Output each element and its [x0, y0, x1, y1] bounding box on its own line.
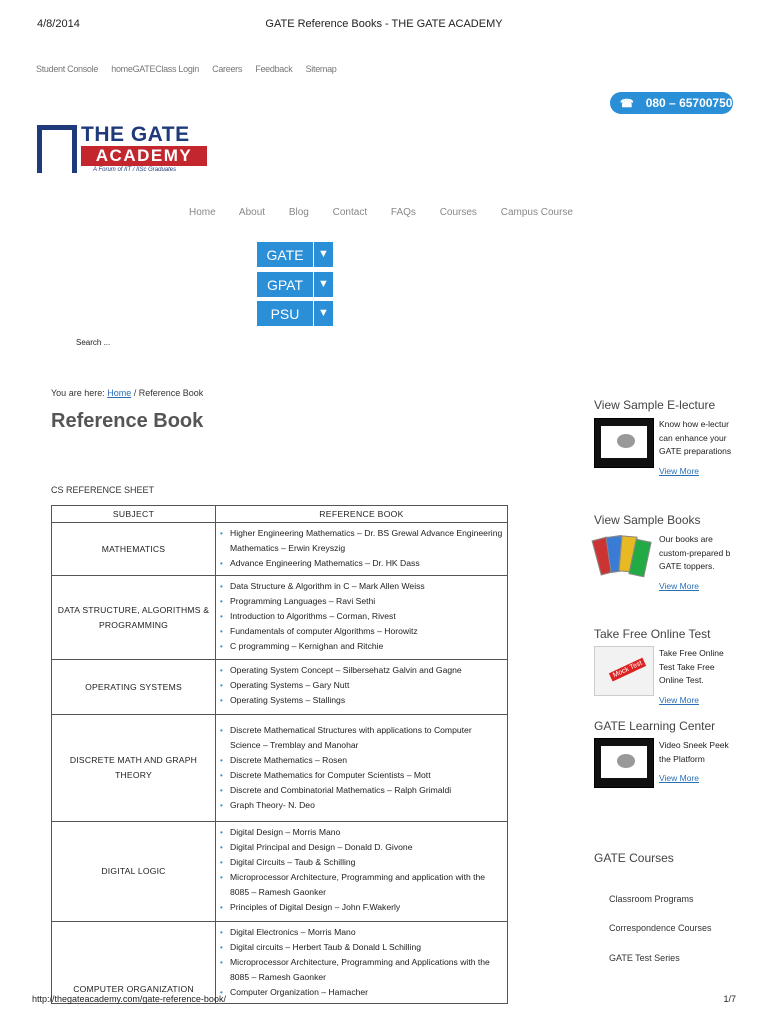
electure-view-more-link[interactable]: View More: [659, 466, 699, 476]
gate-dropdown[interactable]: [257, 242, 333, 267]
books-cell: [216, 523, 508, 576]
table-row: [52, 715, 508, 822]
breadcrumb-current: Reference Book: [138, 388, 204, 398]
header-subject: SUBJECT: [52, 506, 216, 523]
books-view-more-link[interactable]: View More: [659, 581, 699, 591]
electure-thumbnail[interactable]: [594, 418, 654, 468]
topnav-careers[interactable]: Careers: [212, 64, 243, 74]
topnav-feedback[interactable]: Feedback: [255, 64, 293, 74]
learning-title[interactable]: GATE Learning Center: [594, 719, 716, 733]
main-nav: [189, 207, 594, 218]
learning-thumbnail[interactable]: [594, 738, 654, 788]
subject-cell: DATA STRUCTURE, ALGORITHMS & PROGRAMMING: [52, 576, 216, 660]
side-text-line: can enhance your: [659, 432, 727, 443]
books-cell: [216, 922, 508, 1004]
table-header-row: [52, 506, 508, 523]
dropdown-label: GATE: [266, 246, 304, 263]
book-item: • Introduction to Algorithms – Corman, Rivest: [222, 609, 503, 624]
gpat-dropdown[interactable]: [257, 272, 333, 297]
header-reference-book: REFERENCE BOOK: [216, 506, 508, 523]
courses-title: GATE Courses: [594, 851, 674, 865]
nav-contact[interactable]: Contact: [332, 207, 368, 218]
book-item: • Digital Electronics – Morris Mano: [222, 925, 503, 940]
dropdown-label: PSU: [270, 305, 300, 322]
subject-cell: DISCRETE MATH AND GRAPH THEORY: [52, 715, 216, 822]
side-text-line: the Platform: [659, 753, 705, 764]
dropdown-arrow-icon: ▼: [313, 301, 333, 326]
table-row: [52, 922, 508, 1004]
book-item: • Higher Engineering Mathematics – Dr. BS Grewal Advance Engineering Mathematics – Erwin Kreyszig: [222, 526, 503, 556]
book-item: • Computer Organization – Hamacher: [222, 985, 503, 1000]
phone-number: 080 – 65700750: [645, 96, 733, 110]
book-item: • Discrete Mathematics – Rosen: [222, 753, 503, 768]
site-logo[interactable]: [37, 123, 207, 175]
nav-blog[interactable]: Blog: [288, 207, 309, 218]
side-text-line: Know how e-lectur: [659, 419, 729, 429]
book-item: • Microprocessor Architecture, Programming and application with the 8085 – Ramesh Gaonker: [222, 870, 503, 900]
books-cell: [216, 576, 508, 660]
reference-table: [51, 505, 508, 1004]
side-text-line: Video Sneek Peek: [659, 740, 729, 750]
book-item: • Operating Systems – Stallings: [222, 693, 503, 708]
mock-test-thumbnail[interactable]: [594, 646, 654, 696]
top-nav: [36, 64, 348, 74]
book-item: • Fundamentals of computer Algorithms – Horowitz: [222, 624, 503, 639]
mock-test-tag: Mock Test: [609, 658, 647, 682]
dropdown-arrow-icon: ▼: [313, 272, 333, 297]
side-text-line: GATE preparations: [659, 446, 732, 456]
table-row: [52, 822, 508, 922]
course-link-test-series[interactable]: GATE Test Series: [609, 953, 680, 963]
nav-campus-course[interactable]: Campus Course: [500, 207, 573, 218]
test-view-more-link[interactable]: View More: [659, 695, 699, 705]
logo-line1: THE GATE: [81, 123, 190, 146]
nav-home[interactable]: Home: [189, 207, 216, 218]
psu-dropdown[interactable]: [257, 301, 333, 326]
subject-cell: MATHEMATICS: [52, 523, 216, 576]
book-item: • Data Structure & Algorithm in C – Mark Allen Weiss: [222, 579, 503, 594]
phone-button[interactable]: [610, 92, 733, 114]
books-cell: [216, 822, 508, 922]
print-date: 4/8/2014: [37, 18, 80, 30]
table-row: [52, 576, 508, 660]
book-item: • Discrete and Combinatorial Mathematics – Ralph Grimaldi: [222, 783, 503, 798]
book-item: • Discrete Mathematics for Computer Scientists – Mott: [222, 768, 503, 783]
play-icon: [617, 434, 635, 448]
books-cell: [216, 715, 508, 822]
page-title: Reference Book: [51, 410, 204, 432]
print-header: [0, 18, 768, 32]
table-row: [52, 523, 508, 576]
print-title: GATE Reference Books - THE GATE ACADEMY: [265, 18, 503, 30]
course-link-correspondence[interactable]: Correspondence Courses: [609, 923, 712, 933]
dropdown-arrow-icon: ▼: [313, 242, 333, 267]
book-item: • Operating System Concept – Silbersehatz Galvin and Gagne: [222, 663, 503, 678]
test-text: [659, 647, 764, 688]
topnav-student-console[interactable]: Student Console: [36, 64, 99, 74]
play-icon: [617, 754, 635, 768]
book-item: • Discrete Mathematical Structures with applications to Computer Science – Tremblay and Manohar: [222, 723, 503, 753]
book-item: • C programming – Kernighan and Ritchie: [222, 639, 503, 654]
table-row: [52, 660, 508, 715]
book-item: • Microprocessor Architecture, Programming and Applications with the 8085 – Ramesh Gaonker: [222, 955, 503, 985]
subject-cell: OPERATING SYSTEMS: [52, 660, 216, 715]
topnav-class-login[interactable]: homeGATEClass Login: [111, 64, 199, 74]
book-item: • Operating Systems – Gary Nutt: [222, 678, 503, 693]
book-item: • Programming Languages – Ravi Sethi: [222, 594, 503, 609]
nav-about[interactable]: About: [238, 207, 266, 218]
side-text-line: Test Take Free: [659, 661, 715, 672]
breadcrumb-separator: /: [131, 388, 139, 398]
search-input[interactable]: Search ...: [76, 338, 111, 347]
logo-bracket: [37, 125, 77, 173]
book-item: • Digital circuits – Herbert Taub & Donald L Schilling: [222, 940, 503, 955]
subject-cell: COMPUTER ORGANIZATION: [52, 922, 216, 1004]
dropdown-label: GPAT: [266, 276, 304, 293]
side-text-line: Our books are: [659, 534, 713, 544]
sheet-label: CS REFERENCE SHEET: [51, 485, 155, 495]
book-item: • Digital Circuits – Taub & Schilling: [222, 855, 503, 870]
side-text-line: custom-prepared b: [659, 547, 731, 558]
footer-url: http://thegateacademy.com/gate-reference-book/: [32, 994, 226, 1004]
learning-view-more-link[interactable]: View More: [659, 773, 699, 783]
breadcrumb-home-link[interactable]: Home: [107, 388, 132, 398]
book-item: • Digital Design – Morris Mano: [222, 825, 503, 840]
books-title[interactable]: View Sample Books: [594, 513, 701, 527]
electure-title[interactable]: View Sample E-lecture: [594, 398, 716, 412]
book-item: • Graph Theory- N. Deo: [222, 798, 503, 813]
electure-text: [659, 418, 764, 459]
subject-cell: DIGITAL LOGIC: [52, 822, 216, 922]
phone-icon: ☎: [620, 97, 634, 110]
test-title[interactable]: Take Free Online Test: [594, 627, 711, 641]
breadcrumb-prefix: You are here:: [51, 388, 108, 398]
side-text-line: Take Free Online: [659, 648, 724, 658]
topnav-sitemap[interactable]: Sitemap: [305, 64, 337, 74]
nav-faqs[interactable]: FAQs: [390, 207, 416, 218]
books-text: [659, 533, 764, 574]
footer-page-number: 1/7: [723, 994, 736, 1004]
course-link-classroom[interactable]: Classroom Programs: [609, 894, 694, 904]
side-text-line: Online Test.: [659, 675, 704, 685]
books-thumbnail[interactable]: [594, 532, 654, 582]
book-item: • Digital Principal and Design – Donald D. Givone: [222, 840, 503, 855]
side-text-line: GATE toppers.: [659, 561, 715, 571]
books-cell: [216, 660, 508, 715]
logo-tagline: A Forum of IIT / IISc Graduates: [93, 167, 177, 173]
book-item: • Advance Engineering Mathematics – Dr. HK Dass: [222, 556, 503, 571]
logo-line2: ACADEMY: [81, 146, 207, 166]
book-item: • Principles of Digital Design – John F.Wakerly: [222, 900, 503, 915]
nav-courses[interactable]: Courses: [439, 207, 477, 218]
learning-text: [659, 739, 764, 766]
breadcrumb: [51, 388, 203, 398]
